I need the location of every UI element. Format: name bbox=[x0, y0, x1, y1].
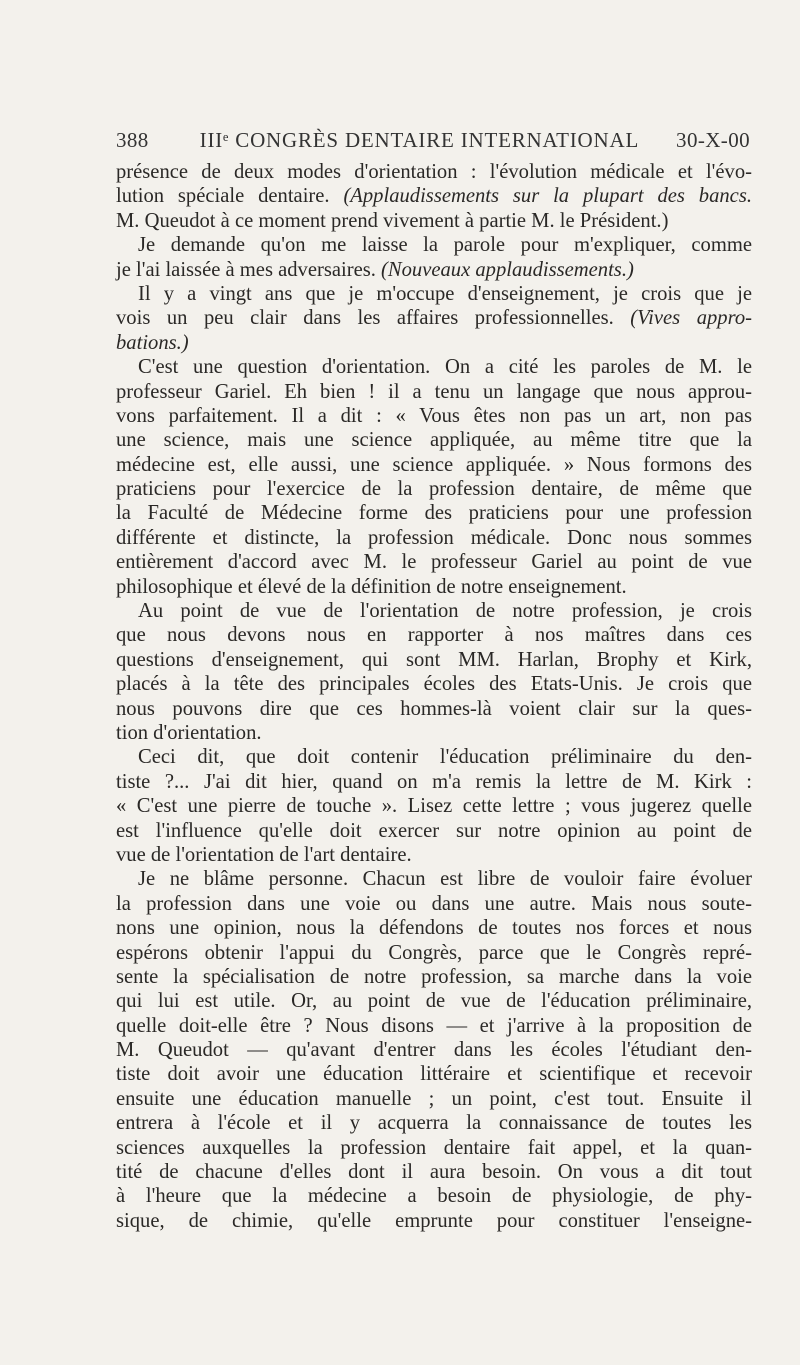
text-line bbox=[116, 526, 752, 550]
page-number: 388 bbox=[116, 128, 149, 152]
text-segment: entièrement d'accord avec M. le professeur Gariel au point de vue bbox=[116, 551, 752, 574]
text-line bbox=[116, 233, 752, 257]
text-line bbox=[116, 916, 752, 940]
text-segment: tiste doit avoir une éducation littéraire et scientifique et recevoir bbox=[116, 1063, 752, 1086]
text-segment: sciences auxquelles la profession dentaire fait appel, et la quan- bbox=[116, 1136, 752, 1159]
text-line bbox=[116, 160, 752, 184]
header-date: 30-X-00 bbox=[676, 128, 750, 152]
text-segment: qui lui est utile. Or, au point de vue de l'éducation préliminaire, bbox=[116, 990, 752, 1013]
text-line bbox=[116, 745, 752, 769]
text-line bbox=[116, 794, 752, 818]
text-segment: lution spéciale dentaire. bbox=[116, 185, 344, 208]
running-title: IIIᵉ CONGRÈS DENTAIRE INTERNATIONAL bbox=[199, 128, 640, 152]
text-segment: placés à la tête des principales écoles des Etats-Unis. Je crois que bbox=[116, 673, 752, 696]
text-line bbox=[116, 184, 752, 208]
text-line bbox=[116, 1014, 752, 1038]
text-segment: M. Queudot à ce moment prend vivement à partie M. le Président.) bbox=[116, 209, 669, 232]
text-segment: « C'est une pierre de touche ». Lisez cette lettre ; vous jugerez quelle bbox=[116, 795, 752, 818]
text-line bbox=[116, 306, 752, 330]
text-line bbox=[116, 453, 752, 477]
text-segment: tion d'orientation. bbox=[116, 721, 262, 744]
text-line bbox=[116, 209, 752, 233]
text-line bbox=[116, 477, 752, 501]
text-segment: philosophique et élevé de la définition de notre enseignement. bbox=[116, 575, 627, 598]
text-line bbox=[116, 380, 752, 404]
text-line bbox=[116, 1038, 752, 1062]
text-segment: Au point de vue de l'orientation de notre profession, je crois bbox=[138, 600, 752, 623]
italic-text-segment: bations.) bbox=[116, 331, 189, 354]
text-segment: est l'influence qu'elle doit exercer sur notre opinion au point de bbox=[116, 819, 752, 842]
text-line bbox=[116, 404, 752, 428]
text-line bbox=[116, 697, 752, 721]
text-line bbox=[116, 1184, 752, 1208]
text-line bbox=[116, 941, 752, 965]
text-line bbox=[116, 355, 752, 379]
text-line bbox=[116, 1111, 752, 1135]
text-line bbox=[116, 770, 752, 794]
text-line bbox=[116, 258, 752, 282]
text-segment: à l'heure que la médecine a besoin de physiologie, de phy- bbox=[116, 1185, 752, 1208]
text-segment: nons une opinion, nous la défendons de toutes nos forces et nous bbox=[116, 917, 752, 940]
text-segment: Je ne blâme personne. Chacun est libre de vouloir faire évoluer bbox=[138, 868, 752, 891]
text-segment: différente et distincte, la profession médicale. Donc nous sommes bbox=[116, 526, 752, 549]
body-text bbox=[116, 160, 752, 1233]
text-line bbox=[116, 1160, 752, 1184]
text-line bbox=[116, 575, 752, 599]
text-segment: ensuite une éducation manuelle ; un point, c'est tout. Ensuite il bbox=[116, 1087, 752, 1110]
text-line bbox=[116, 867, 752, 891]
text-line bbox=[116, 892, 752, 916]
text-segment: présence de deux modes d'orientation : l'évolution médicale et l'évo- bbox=[116, 161, 752, 183]
text-line bbox=[116, 1087, 752, 1111]
text-segment: sique, de chimie, qu'elle emprunte pour constituer l'enseigne- bbox=[116, 1209, 752, 1232]
text-line bbox=[116, 428, 752, 452]
italic-text-segment: (Vives appro- bbox=[630, 307, 752, 330]
text-segment: nous pouvons dire que ces hommes-là voient clair sur la ques- bbox=[116, 697, 752, 720]
text-segment: vons parfaitement. Il a dit : « Vous êtes non pas un art, non pas bbox=[116, 404, 752, 427]
text-segment: médecine est, elle aussi, une science appliquée. » Nous formons des bbox=[116, 453, 752, 476]
text-line bbox=[116, 501, 752, 525]
text-segment: professeur Gariel. Eh bien ! il a tenu un langage que nous approu- bbox=[116, 380, 752, 403]
italic-text-segment: (Applaudissements sur la plupart des bancs. bbox=[343, 185, 752, 208]
text-line bbox=[116, 1209, 752, 1233]
text-line bbox=[116, 1062, 752, 1086]
text-line bbox=[116, 721, 752, 745]
text-line bbox=[116, 282, 752, 306]
text-segment: Il y a vingt ans que je m'occupe d'enseignement, je crois que je bbox=[138, 282, 752, 305]
text-segment: questions d'enseignement, qui sont MM. Harlan, Brophy et Kirk, bbox=[116, 648, 752, 671]
text-line bbox=[116, 965, 752, 989]
text-segment: la Faculté de Médecine forme des praticiens pour une profession bbox=[116, 502, 752, 525]
text-line bbox=[116, 623, 752, 647]
text-line bbox=[116, 843, 752, 867]
text-segment: que nous devons nous en rapporter à nos maîtres dans ces bbox=[116, 624, 752, 647]
text-segment: tiste ?... J'ai dit hier, quand on m'a remis la lettre de M. Kirk : bbox=[116, 770, 752, 793]
text-segment: M. Queudot — qu'avant d'entrer dans les écoles l'étudiant den- bbox=[116, 1039, 752, 1062]
text-line bbox=[116, 1136, 752, 1160]
text-segment: tité de chacune d'elles dont il aura besoin. On vous a dit tout bbox=[116, 1161, 752, 1184]
text-line bbox=[116, 989, 752, 1013]
text-line bbox=[116, 648, 752, 672]
text-segment: sente la spécialisation de notre profession, sa marche dans la voie bbox=[116, 965, 752, 988]
text-line bbox=[116, 599, 752, 623]
text-segment: une science, mais une science appliquée, au même titre que la bbox=[116, 429, 752, 452]
text-segment: entrera à l'école et il y acquerra la connaissance de toutes les bbox=[116, 1112, 752, 1135]
italic-text-segment: (Nouveaux applaudissements.) bbox=[381, 258, 634, 281]
text-line bbox=[116, 672, 752, 696]
text-segment: Je demande qu'on me laisse la parole pour m'expliquer, comme bbox=[138, 234, 752, 257]
text-segment: je l'ai laissée à mes adversaires. bbox=[116, 258, 382, 281]
text-segment: quelle doit-elle être ? Nous disons — et j'arrive à la proposition de bbox=[116, 1014, 752, 1037]
text-line bbox=[116, 819, 752, 843]
text-segment: C'est une question d'orientation. On a cité les paroles de M. le bbox=[138, 356, 752, 379]
running-header bbox=[116, 128, 750, 153]
text-segment: espérons obtenir l'appui du Congrès, parce que le Congrès repré- bbox=[116, 941, 752, 964]
text-segment: vois un peu clair dans les affaires professionnelles. bbox=[116, 307, 631, 330]
text-segment: vue de l'orientation de l'art dentaire. bbox=[116, 843, 412, 866]
text-line bbox=[116, 550, 752, 574]
text-segment: praticiens pour l'exercice de la profession dentaire, de même que bbox=[116, 478, 752, 501]
text-segment: la profession dans une voie ou dans une autre. Mais nous soute- bbox=[116, 892, 752, 915]
text-line bbox=[116, 331, 752, 355]
text-segment: Ceci dit, que doit contenir l'éducation préliminaire du den- bbox=[138, 746, 752, 769]
